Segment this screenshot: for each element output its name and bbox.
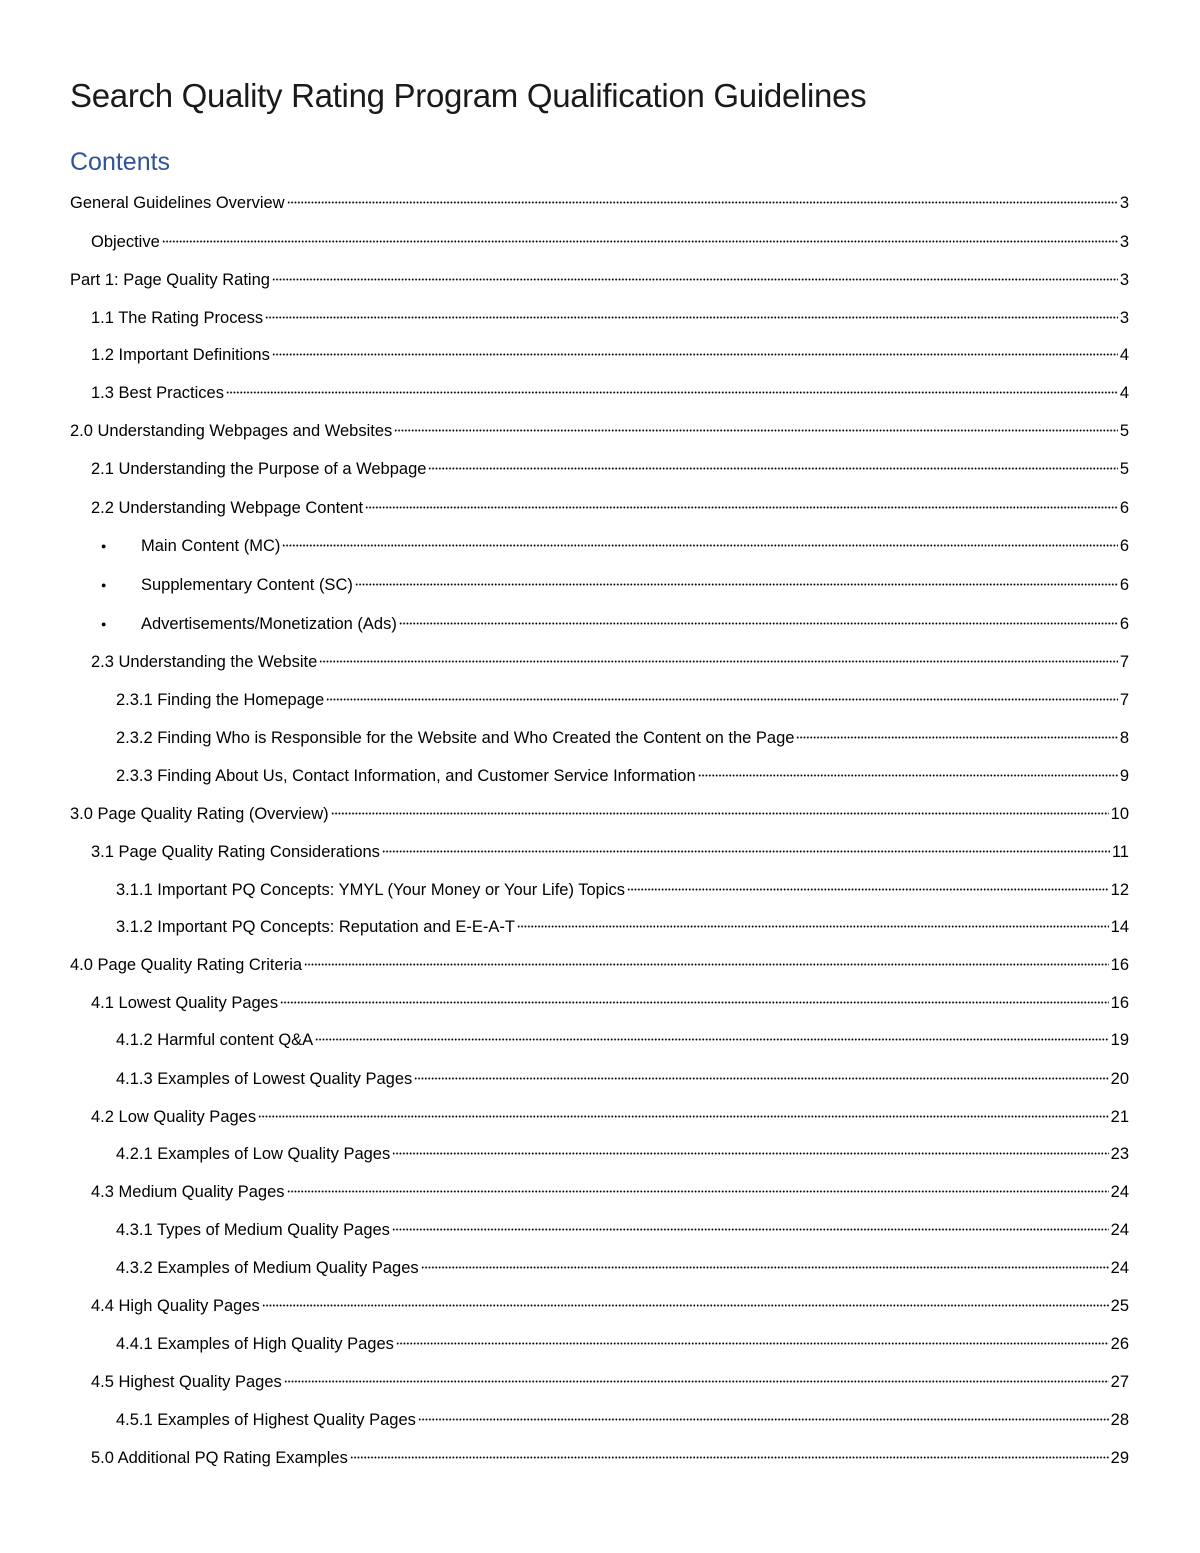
- toc-entry-label: 4.1.3 Examples of Lowest Quality Pages: [116, 1070, 413, 1088]
- dot-leader: [414, 1060, 1108, 1084]
- toc-entry[interactable]: [70, 795, 1129, 823]
- dot-leader: [421, 1249, 1109, 1273]
- toc-entry-page-number: 3: [1119, 271, 1129, 289]
- toc-entry-page-number: 23: [1110, 1145, 1129, 1163]
- toc-entry-page-number: 24: [1110, 1183, 1129, 1201]
- toc-entry-page-number: 24: [1110, 1221, 1129, 1239]
- toc-entry[interactable]: [116, 1249, 1129, 1277]
- toc-entry-page-number: 28: [1110, 1411, 1129, 1429]
- dot-leader: [326, 681, 1118, 705]
- toc-entry-page-number: 14: [1110, 918, 1129, 936]
- toc-entry[interactable]: [91, 336, 1129, 364]
- toc-entry[interactable]: [91, 450, 1129, 478]
- toc-entry-label: 4.0 Page Quality Rating Criteria: [70, 956, 303, 974]
- toc-entry-label: 1.1 The Rating Process: [91, 309, 264, 327]
- toc-entry[interactable]: [101, 566, 1129, 594]
- toc-entry-page-number: 24: [1110, 1259, 1129, 1277]
- toc-entry-label: 4.1 Lowest Quality Pages: [91, 994, 279, 1012]
- toc-entry-label: 4.3.1 Types of Medium Quality Pages: [116, 1221, 390, 1239]
- toc-entry[interactable]: [91, 1098, 1129, 1126]
- dot-leader: [226, 374, 1118, 398]
- dot-leader: [280, 984, 1109, 1008]
- dot-leader: [350, 1439, 1109, 1463]
- toc-entry-label: General Guidelines Overview: [70, 194, 285, 212]
- toc-entry[interactable]: [116, 1021, 1129, 1049]
- bullet-icon: ●: [101, 580, 107, 590]
- toc-entry[interactable]: [116, 719, 1129, 747]
- toc-entry-page-number: 8: [1119, 729, 1129, 747]
- toc-entry-label: 1.2 Important Definitions: [91, 346, 270, 364]
- dot-leader: [272, 261, 1118, 285]
- dot-leader: [315, 1021, 1108, 1045]
- toc-entry-label: 3.1.2 Important PQ Concepts: Reputation and E-E-A-T: [116, 918, 515, 936]
- toc-entry[interactable]: [91, 643, 1129, 671]
- toc-entry[interactable]: [91, 299, 1129, 327]
- toc-entry-label: 1.3 Best Practices: [91, 384, 224, 402]
- toc-entry-page-number: 25: [1110, 1297, 1129, 1315]
- dot-leader: [698, 757, 1118, 781]
- toc-entry-label: 4.5.1 Examples of Highest Quality Pages: [116, 1411, 416, 1429]
- toc-entry-page-number: 29: [1110, 1449, 1129, 1467]
- dot-leader: [258, 1098, 1109, 1122]
- toc-entry[interactable]: [116, 681, 1129, 709]
- dot-leader: [382, 833, 1110, 857]
- toc-entry-label: 3.0 Page Quality Rating (Overview): [70, 805, 329, 823]
- toc-entry-page-number: 16: [1110, 956, 1129, 974]
- toc-entry-label: 4.2.1 Examples of Low Quality Pages: [116, 1145, 391, 1163]
- toc-entry-page-number: 3: [1119, 233, 1129, 251]
- toc-entry-page-number: 5: [1119, 422, 1129, 440]
- toc-entry-label: 2.3.3 Finding About Us, Contact Information, and Customer Service Information: [116, 767, 696, 785]
- dot-leader: [319, 643, 1118, 667]
- toc-entry[interactable]: [91, 374, 1129, 402]
- dot-leader: [394, 412, 1118, 436]
- toc-entry-page-number: 7: [1119, 653, 1129, 671]
- toc-entry[interactable]: [70, 412, 1129, 440]
- dot-leader: [399, 605, 1118, 629]
- dot-leader: [272, 336, 1118, 360]
- toc-entry-page-number: 6: [1119, 615, 1129, 633]
- toc-entry[interactable]: [91, 1173, 1129, 1201]
- bullet-icon: ●: [101, 619, 107, 629]
- document-title: Search Quality Rating Program Qualification Guidelines: [70, 77, 867, 114]
- toc-entry-page-number: 19: [1110, 1031, 1129, 1049]
- toc-entry[interactable]: [70, 946, 1129, 974]
- toc-entry[interactable]: [116, 871, 1129, 899]
- toc-entry[interactable]: [70, 261, 1129, 289]
- toc-entry-page-number: 26: [1110, 1335, 1129, 1353]
- toc-entry-page-number: 9: [1119, 767, 1129, 785]
- toc-entry[interactable]: [70, 184, 1129, 212]
- toc-entry-page-number: 3: [1119, 194, 1129, 212]
- toc-entry-label: 3.1 Page Quality Rating Considerations: [91, 843, 380, 861]
- toc-entry-label: 4.4 High Quality Pages: [91, 1297, 260, 1315]
- toc-entry-label: 4.2 Low Quality Pages: [91, 1108, 257, 1126]
- dot-leader: [265, 299, 1118, 323]
- dot-leader: [392, 1135, 1108, 1159]
- toc-entry-page-number: 6: [1119, 499, 1129, 517]
- toc-entry-label: 4.1.2 Harmful content Q&A: [116, 1031, 314, 1049]
- dot-leader: [287, 1173, 1109, 1197]
- toc-entry[interactable]: [91, 1439, 1129, 1467]
- toc-entry-label: 2.3.2 Finding Who is Responsible for the Website and Who Created the Content on the Page: [116, 729, 795, 747]
- dot-leader: [331, 795, 1109, 819]
- toc-entry-label: Part 1: Page Quality Rating: [70, 271, 270, 289]
- dot-leader: [796, 719, 1117, 743]
- toc-entry-label: 2.3 Understanding the Website: [91, 653, 318, 671]
- toc-entry[interactable]: [91, 489, 1129, 517]
- toc-entry-label: 2.0 Understanding Webpages and Websites: [70, 422, 393, 440]
- toc-entry[interactable]: [116, 1060, 1129, 1088]
- toc-entry-page-number: 7: [1119, 691, 1129, 709]
- dot-leader: [162, 223, 1118, 247]
- toc-entry-label: 4.3 Medium Quality Pages: [91, 1183, 285, 1201]
- toc-entry-label: 3.1.1 Important PQ Concepts: YMYL (Your Money or Your Life) Topics: [116, 881, 626, 899]
- toc-entry-label: Advertisements/Monetization (Ads): [141, 615, 397, 633]
- toc-entry-label: 2.3.1 Finding the Homepage: [116, 691, 325, 709]
- toc-entry-page-number: 4: [1119, 346, 1129, 364]
- toc-entry-page-number: 4: [1119, 384, 1129, 402]
- dot-leader: [262, 1287, 1109, 1311]
- toc-entry-page-number: 6: [1119, 537, 1129, 555]
- toc-entry[interactable]: [101, 605, 1129, 633]
- toc-entry-label: Supplementary Content (SC): [141, 576, 353, 594]
- dot-leader: [396, 1325, 1109, 1349]
- toc-entry-label: 2.1 Understanding the Purpose of a Webpage: [91, 460, 427, 478]
- dot-leader: [355, 566, 1118, 590]
- toc-entry[interactable]: [91, 833, 1129, 861]
- toc-entry[interactable]: [116, 1325, 1129, 1353]
- toc-entry-page-number: 11: [1111, 843, 1129, 861]
- bullet-icon: ●: [101, 541, 107, 551]
- dot-leader: [418, 1401, 1109, 1425]
- toc-entry[interactable]: [91, 223, 1129, 251]
- toc-entry-page-number: 27: [1110, 1373, 1129, 1391]
- dot-leader: [365, 489, 1118, 513]
- dot-leader: [287, 184, 1118, 208]
- toc-entry-label: 4.3.2 Examples of Medium Quality Pages: [116, 1259, 419, 1277]
- toc-entry-page-number: 3: [1119, 309, 1129, 327]
- toc-entry-page-number: 6: [1119, 576, 1129, 594]
- toc-entry[interactable]: [91, 984, 1129, 1012]
- toc-entry-page-number: 12: [1110, 881, 1129, 899]
- dot-leader: [304, 946, 1109, 970]
- toc-entry-label: Main Content (MC): [141, 537, 281, 555]
- toc-entry-label: 4.4.1 Examples of High Quality Pages: [116, 1335, 394, 1353]
- toc-entry-page-number: 20: [1110, 1070, 1129, 1088]
- dot-leader: [627, 871, 1109, 895]
- toc-entry-page-number: 5: [1119, 460, 1129, 478]
- dot-leader: [282, 527, 1117, 551]
- toc-entry-label: 4.5 Highest Quality Pages: [91, 1373, 282, 1391]
- toc-entry[interactable]: [116, 1211, 1129, 1239]
- dot-leader: [284, 1363, 1109, 1387]
- toc-entry[interactable]: [101, 527, 1129, 555]
- contents-heading: Contents: [70, 148, 171, 176]
- toc-entry[interactable]: [116, 908, 1129, 936]
- toc-entry[interactable]: [91, 1363, 1129, 1391]
- toc-entry[interactable]: [91, 1287, 1129, 1315]
- toc-entry[interactable]: [116, 1401, 1129, 1429]
- toc-entry-page-number: 10: [1110, 805, 1129, 823]
- toc-entry-label: 5.0 Additional PQ Rating Examples: [91, 1449, 348, 1467]
- toc-entry-page-number: 21: [1110, 1108, 1129, 1126]
- toc-entry-page-number: 16: [1110, 994, 1129, 1012]
- toc-entry-label: Objective: [91, 233, 160, 251]
- toc-entry[interactable]: [116, 1135, 1129, 1163]
- dot-leader: [392, 1211, 1109, 1235]
- toc-entry[interactable]: [116, 757, 1129, 785]
- dot-leader: [428, 450, 1117, 474]
- dot-leader: [517, 908, 1109, 932]
- toc-entry-label: 2.2 Understanding Webpage Content: [91, 499, 364, 517]
